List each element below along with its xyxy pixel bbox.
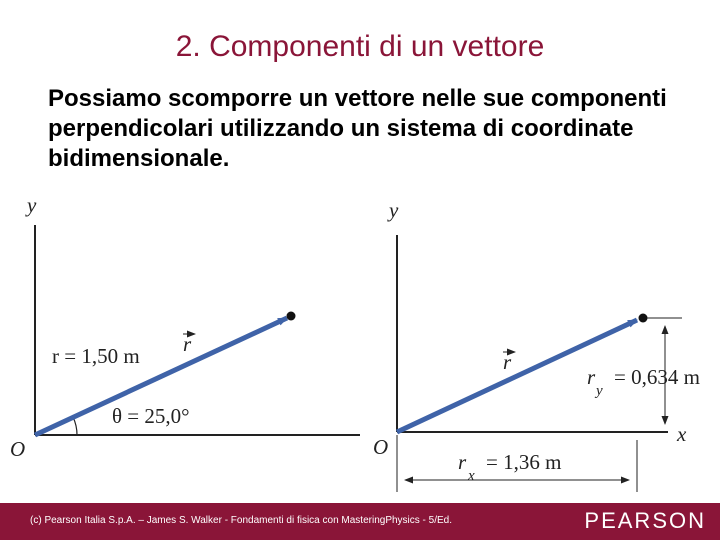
left-origin-label: O <box>10 437 26 461</box>
magnitude-label: r = 1,50 m <box>52 344 140 368</box>
angle-label: θ = 25,0° <box>112 404 190 428</box>
footer-bar <box>0 503 720 540</box>
right-vector-r <box>397 320 637 432</box>
right-figure <box>373 198 700 492</box>
right-origin-label: O <box>373 435 389 459</box>
footer-credit: (c) Pearson Italia S.p.A. – James S. Walker - Fondamenti di fisica con MasteringPhysics - 5/Ed. <box>30 515 453 526</box>
pearson-logo: PEARSON <box>584 508 706 533</box>
right-y-axis-label: y <box>389 198 399 222</box>
ry-subscript: y <box>596 383 603 399</box>
slide-body-text: Possiamo scomporre un vettore nelle sue componenti perpendicolari utilizzando un sistema di coordinate bidimensionale. <box>48 85 667 172</box>
left-vector-endpoint <box>287 312 296 321</box>
left-figure <box>10 193 360 461</box>
ry-value: = 0,634 m <box>614 365 700 389</box>
left-y-axis-label: y <box>27 193 37 217</box>
rx-value: = 1,36 m <box>486 450 562 474</box>
right-vector-label: r <box>503 350 512 374</box>
right-x-axis-label: x <box>677 422 687 446</box>
right-vector-endpoint <box>639 314 648 323</box>
ry-symbol: r <box>587 365 596 389</box>
rx-symbol: r <box>458 450 467 474</box>
slide-title: 2. Componenti di un vettore <box>175 30 545 63</box>
rx-subscript: x <box>468 468 475 484</box>
left-vector-label: r <box>183 332 192 356</box>
